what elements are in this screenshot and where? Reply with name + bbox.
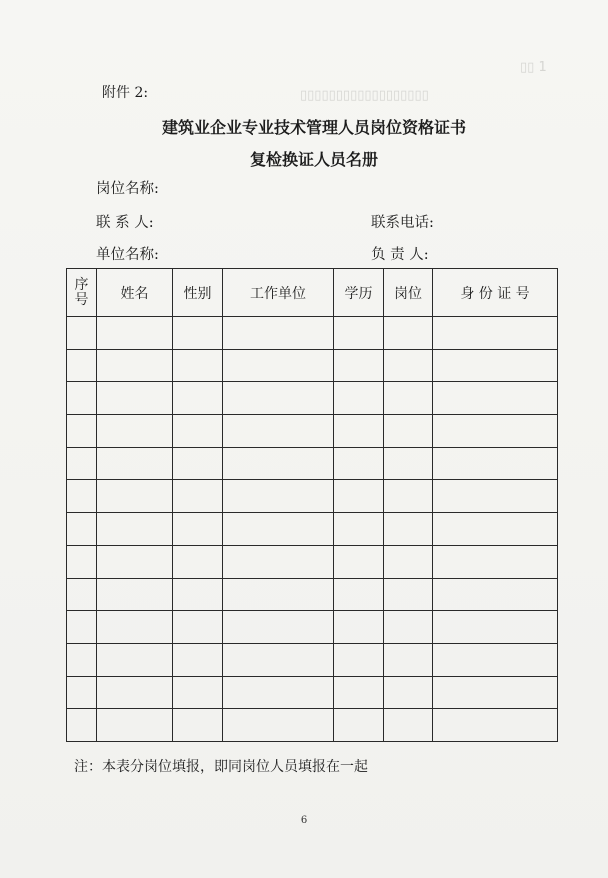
column-header-work-unit: 工作单位 xyxy=(223,269,334,317)
table-row xyxy=(67,709,558,742)
table-cell xyxy=(97,349,173,382)
table-cell xyxy=(384,676,433,709)
table-cell xyxy=(223,611,334,644)
table-cell xyxy=(173,317,223,350)
table-cell xyxy=(384,382,433,415)
post-name-label: 岗位名称: xyxy=(96,181,159,197)
column-header-name: 姓名 xyxy=(97,269,173,317)
table-cell xyxy=(67,676,97,709)
table-row xyxy=(67,480,558,513)
table-cell xyxy=(223,545,334,578)
table-cell xyxy=(223,643,334,676)
table-cell xyxy=(97,447,173,480)
table-cell xyxy=(433,611,558,644)
table-cell xyxy=(67,349,97,382)
table-cell xyxy=(67,709,97,742)
document-subtitle: 复检换证人员名册 xyxy=(249,150,378,169)
table-cell xyxy=(223,447,334,480)
table-cell xyxy=(433,709,558,742)
table-cell xyxy=(334,643,384,676)
table-cell xyxy=(97,676,173,709)
table-cell xyxy=(334,513,384,546)
table-cell xyxy=(334,447,384,480)
table-cell xyxy=(97,643,173,676)
column-header-gender: 性别 xyxy=(173,269,223,317)
bleed-through-mark: ▯▯ 1 xyxy=(520,60,547,75)
table-cell xyxy=(334,709,384,742)
table-cell xyxy=(67,545,97,578)
column-header-post: 岗位 xyxy=(384,269,433,317)
contact-person-label: 联 系 人: xyxy=(96,215,154,231)
table-row xyxy=(67,349,558,382)
table-cell xyxy=(223,349,334,382)
table-cell xyxy=(67,578,97,611)
table-row xyxy=(67,415,558,448)
table-cell xyxy=(173,415,223,448)
table-cell xyxy=(173,513,223,546)
table-cell xyxy=(97,709,173,742)
contact-phone-label: 联系电话: xyxy=(371,215,434,231)
table-cell xyxy=(384,317,433,350)
table-cell xyxy=(384,611,433,644)
table-cell xyxy=(173,709,223,742)
table-cell xyxy=(433,676,558,709)
table-cell xyxy=(173,480,223,513)
document-title: 建筑业企业专业技术管理人员岗位资格证书 xyxy=(161,118,466,137)
table-cell xyxy=(97,545,173,578)
table-cell xyxy=(173,447,223,480)
table-row xyxy=(67,643,558,676)
table-cell xyxy=(384,447,433,480)
table-cell xyxy=(173,349,223,382)
table-cell xyxy=(97,578,173,611)
table-cell xyxy=(223,415,334,448)
table-cell xyxy=(334,317,384,350)
table-cell xyxy=(433,643,558,676)
table-cell xyxy=(384,643,433,676)
table-cell xyxy=(433,513,558,546)
table-cell xyxy=(433,545,558,578)
table-cell xyxy=(384,578,433,611)
column-header-id-number: 身 份 证 号 xyxy=(433,269,558,317)
table-cell xyxy=(334,382,384,415)
table-cell xyxy=(223,709,334,742)
table-row xyxy=(67,578,558,611)
table-cell xyxy=(334,349,384,382)
column-header-seq: 序 号 xyxy=(67,269,97,317)
table-cell xyxy=(433,480,558,513)
table-cell xyxy=(334,545,384,578)
footnote: 注：本表分岗位填报，即同岗位人员填报在一起 xyxy=(74,759,368,775)
table-cell xyxy=(384,349,433,382)
table-cell xyxy=(223,676,334,709)
table-cell xyxy=(67,447,97,480)
table-row xyxy=(67,382,558,415)
column-header-education: 学历 xyxy=(334,269,384,317)
table-cell xyxy=(223,317,334,350)
table-cell xyxy=(173,382,223,415)
table-cell xyxy=(97,415,173,448)
page-number: 6 xyxy=(300,815,308,826)
table-cell xyxy=(173,676,223,709)
responsible-person-label: 负 责 人: xyxy=(371,247,429,263)
table-header-row xyxy=(67,269,558,317)
table-cell xyxy=(334,578,384,611)
table-cell xyxy=(334,676,384,709)
table-row xyxy=(67,611,558,644)
table-cell xyxy=(67,611,97,644)
table-cell xyxy=(433,317,558,350)
table-cell xyxy=(384,415,433,448)
table-cell xyxy=(334,611,384,644)
table-cell xyxy=(433,382,558,415)
table-cell xyxy=(67,415,97,448)
table-cell xyxy=(223,513,334,546)
unit-name-label: 单位名称: xyxy=(96,247,159,263)
table-cell xyxy=(97,611,173,644)
table-cell xyxy=(384,513,433,546)
attachment-label: 附件 2: xyxy=(102,85,149,101)
table-cell xyxy=(97,382,173,415)
table-cell xyxy=(334,480,384,513)
table-cell xyxy=(433,447,558,480)
table-row xyxy=(67,676,558,709)
table-cell xyxy=(433,349,558,382)
table-cell xyxy=(384,709,433,742)
table-cell xyxy=(223,480,334,513)
table-cell xyxy=(384,545,433,578)
table-cell xyxy=(67,317,97,350)
table-cell xyxy=(173,643,223,676)
table-cell xyxy=(173,578,223,611)
table-cell xyxy=(223,578,334,611)
table-cell xyxy=(67,643,97,676)
table-cell xyxy=(334,415,384,448)
table-cell xyxy=(67,480,97,513)
table-cell xyxy=(173,611,223,644)
table-cell xyxy=(433,415,558,448)
table-cell xyxy=(433,578,558,611)
table-cell xyxy=(223,382,334,415)
table-cell xyxy=(97,513,173,546)
table-cell xyxy=(384,480,433,513)
table-body xyxy=(67,317,558,742)
table-cell xyxy=(97,317,173,350)
table-cell xyxy=(67,513,97,546)
roster-table xyxy=(66,268,558,742)
table-cell xyxy=(67,382,97,415)
bleed-through-mark: ▯▯▯▯▯▯▯▯▯▯▯▯▯▯▯▯▯▯ xyxy=(300,88,429,103)
table-cell xyxy=(97,480,173,513)
table-row xyxy=(67,317,558,350)
table-row xyxy=(67,447,558,480)
table-cell xyxy=(173,545,223,578)
table-row xyxy=(67,513,558,546)
table-row xyxy=(67,545,558,578)
